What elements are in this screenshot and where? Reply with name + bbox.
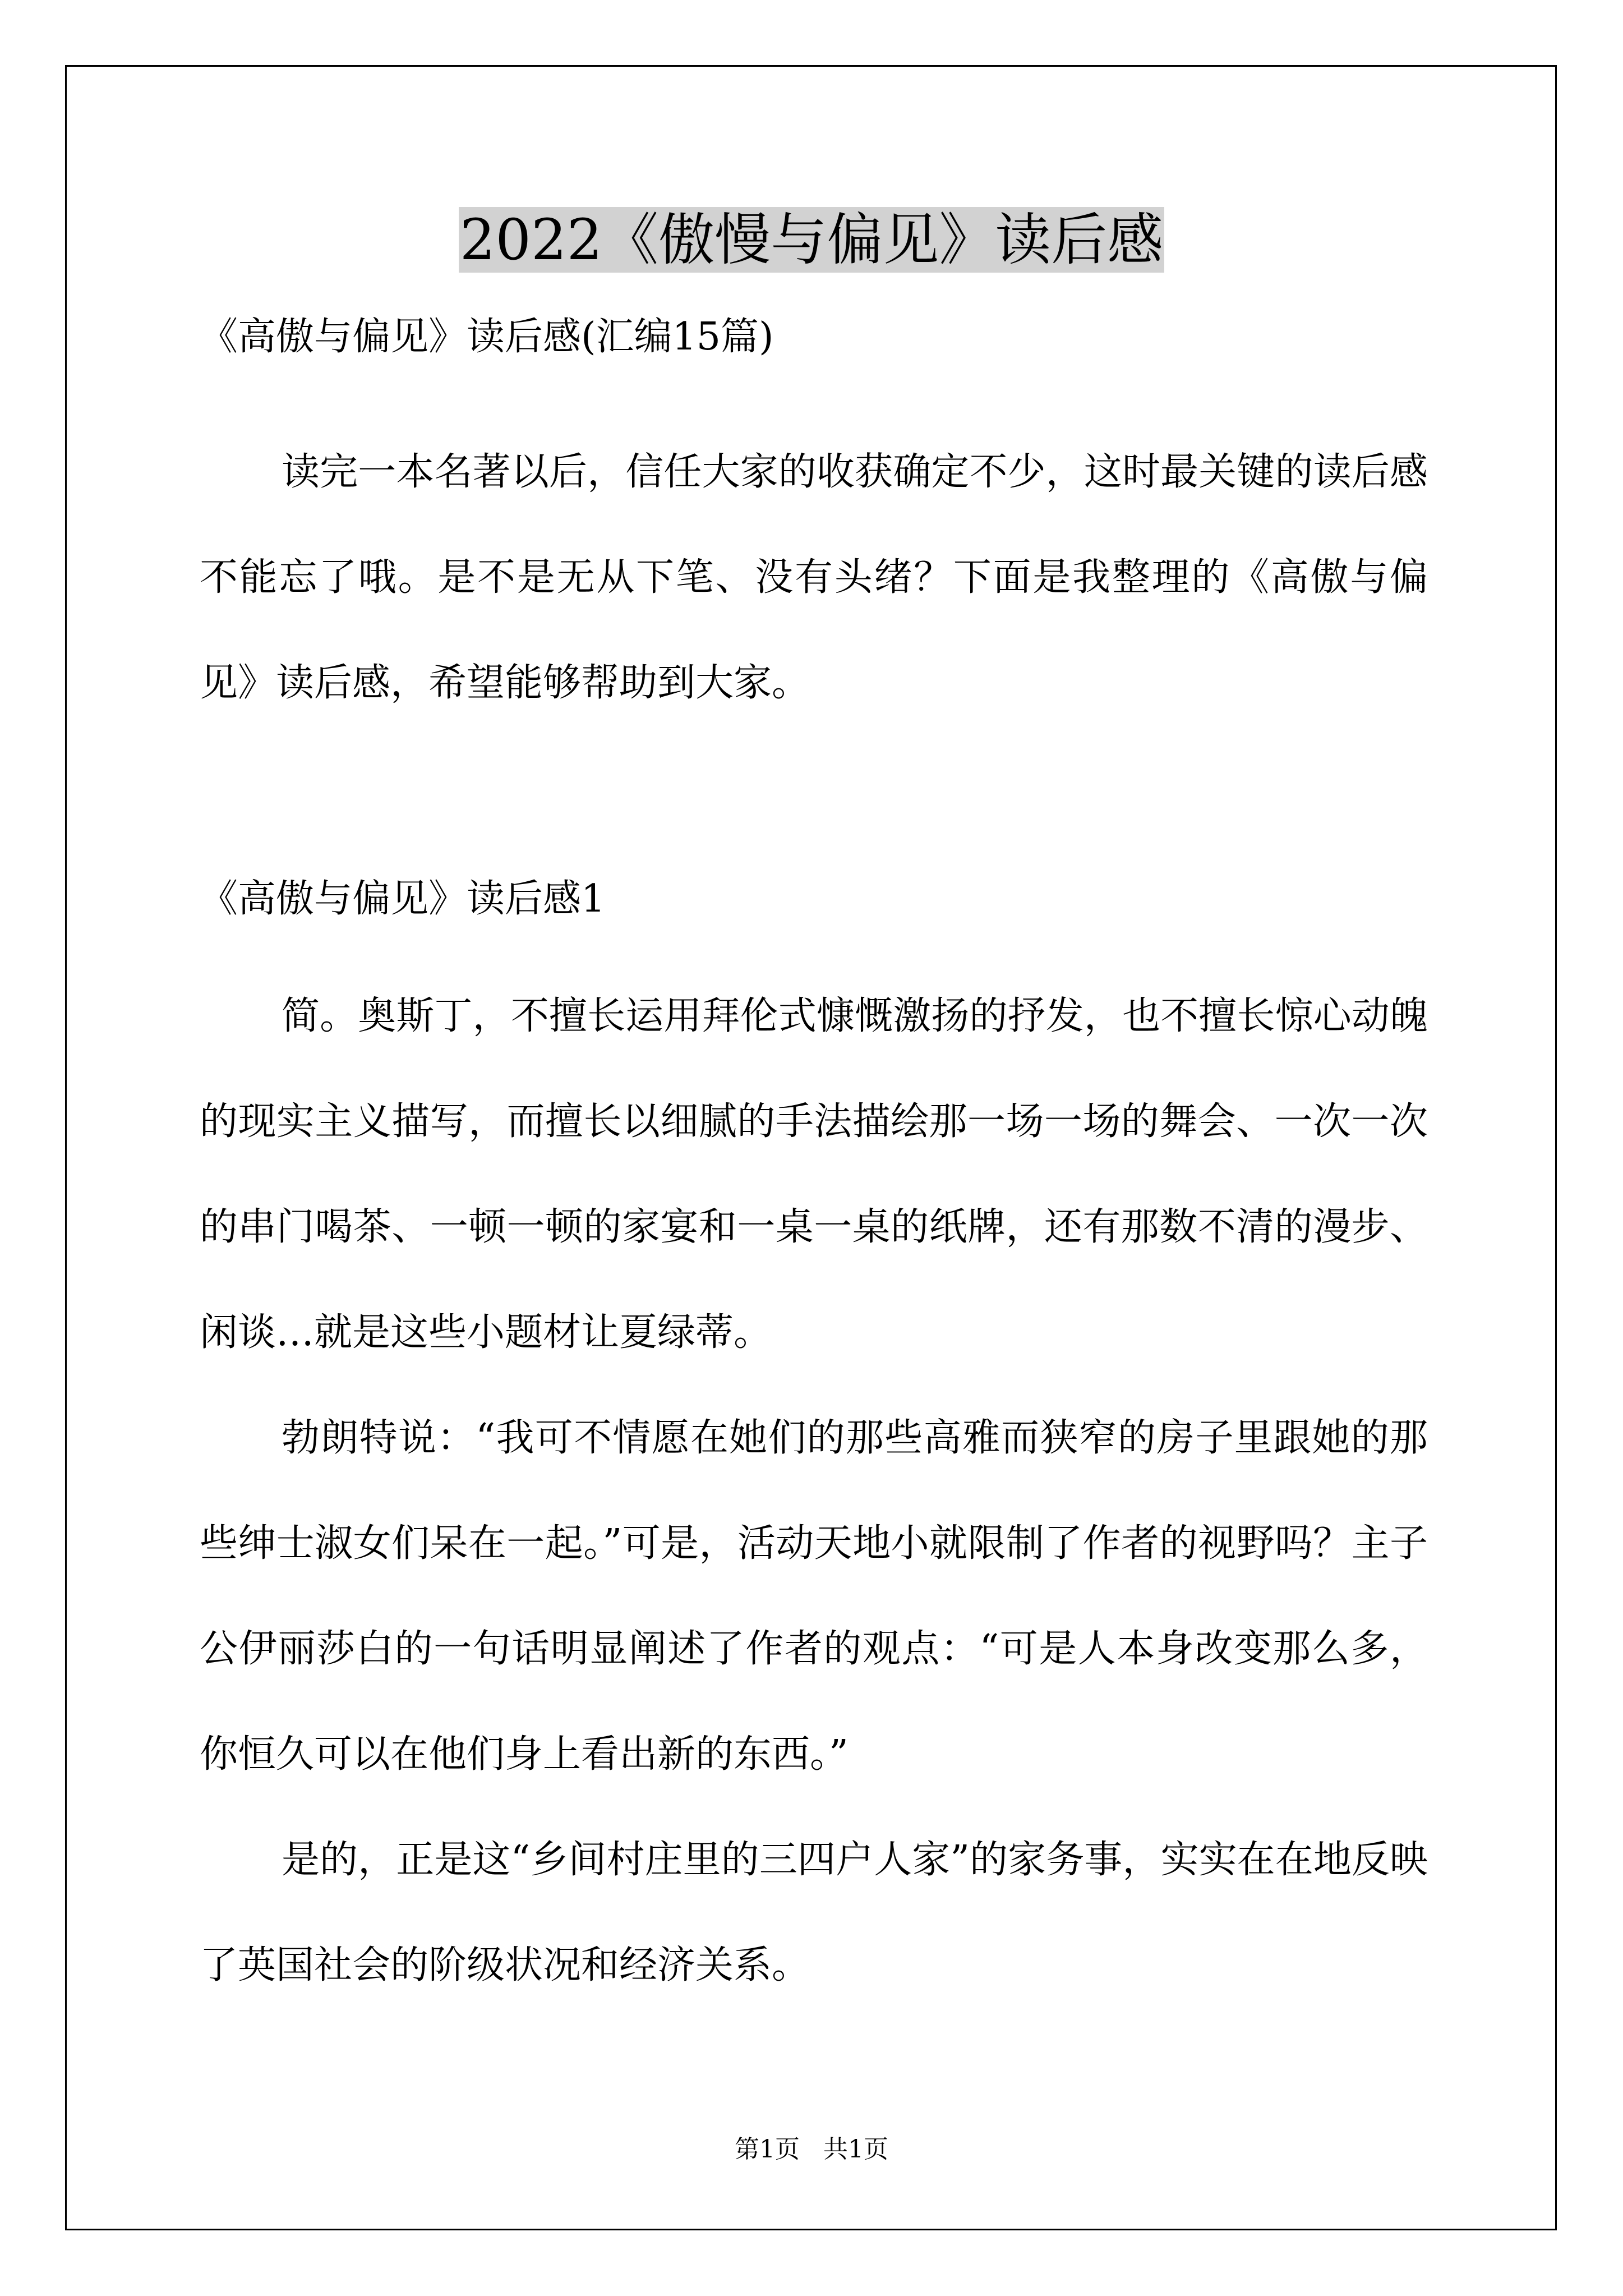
page-footer: 第1页 共1页 (735, 2135, 888, 2164)
document-title (0, 201, 1623, 279)
body-paragraph-1: 简。奥斯丁，不擅长运用拜伦式慷慨激扬的抒发，也不擅长惊心动魄的现实主义描写，而擅长以细腻的手法描绘那一场一场的舞会、一次一次的串门喝茶、一顿一顿的家宴和一桌一桌的纸牌，还有那数不清的漫步、闲谈…就是这些小题材让夏绿蒂。 (200, 994, 1428, 1355)
document-subtitle: 《高傲与偏见》读后感(汇编15篇) (200, 315, 774, 359)
body-paragraph-3: 是的，正是这“乡间村庄里的三四户人家”的家务事，实实在在地反映了英国社会的阶级状况和经济关系。 (200, 1838, 1428, 1987)
body-paragraph-2: 勃朗特说：“我可不情愿在她们的那些高雅而狭窄的房子里跟她的那些绅士淑女们呆在一起。”可是，活动天地小就限制了作者的视野吗？主子公伊丽莎白的一句话明显阐述了作者的观点：“可是人本身改变那么多，你恒久可以在他们身上看出新的东西。” (200, 1416, 1428, 1777)
section-heading: 《高傲与偏见》读后感1 (200, 877, 606, 921)
document-title-text: 2022《傲慢与偏见》读后感 (459, 207, 1164, 273)
intro-paragraph: 读完一本名著以后，信任大家的收获确定不少，这时最关键的读后感不能忘了哦。是不是无从下笔、没有头绪？下面是我整理的《高傲与偏见》读后感，希望能够帮助到大家。 (200, 450, 1428, 705)
